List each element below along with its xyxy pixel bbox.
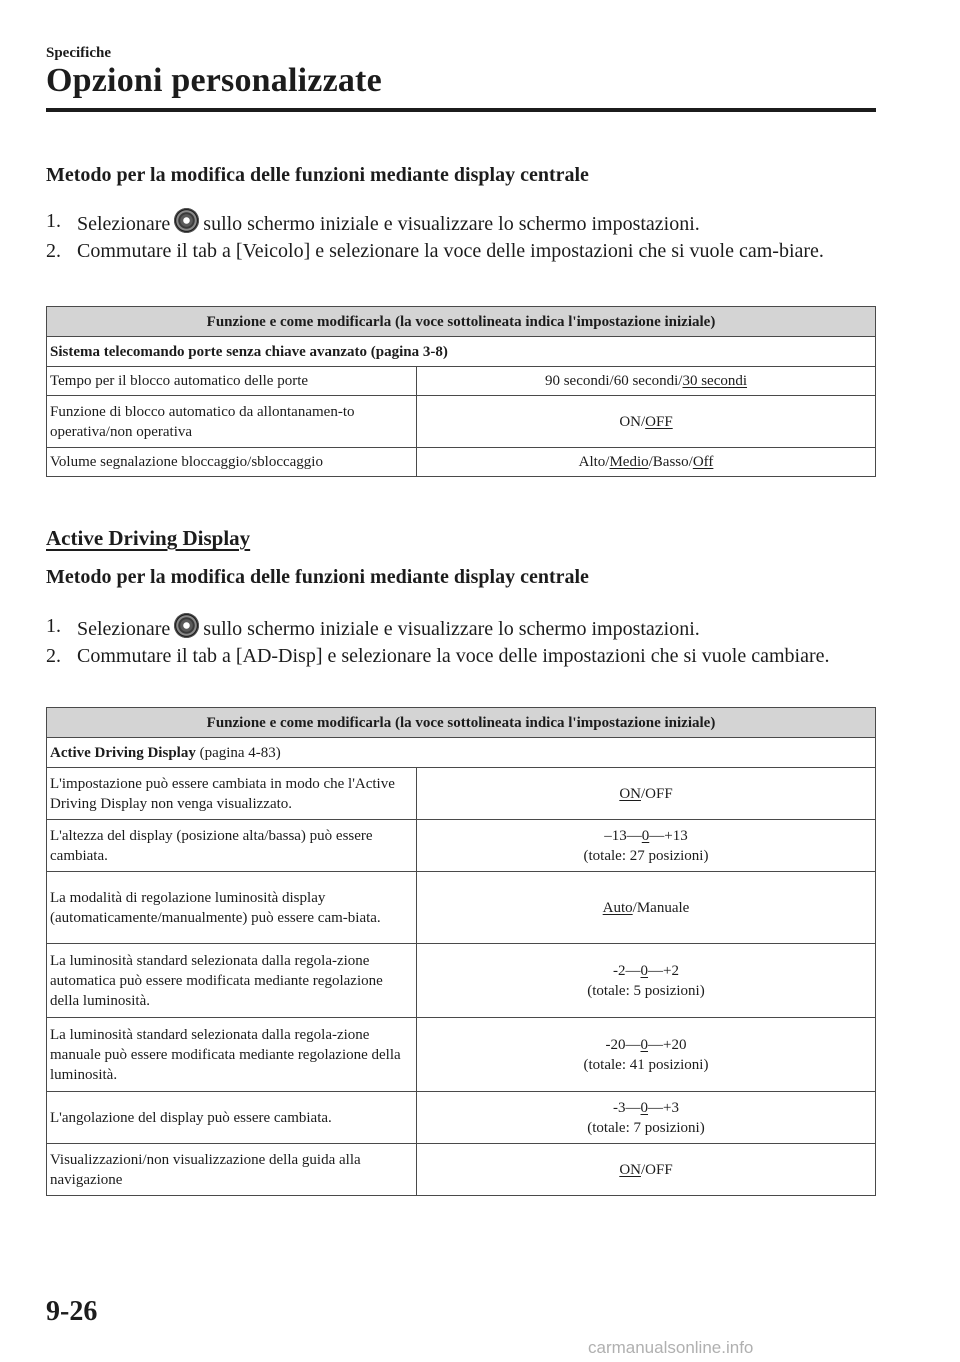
value-cell: 90 secondi/60 secondi/30 secondi bbox=[417, 367, 876, 396]
table-row bbox=[47, 1018, 876, 1092]
default-value: 0 bbox=[640, 962, 649, 979]
step-text: Commutare il tab a [AD-Disp] e selezionare la voce delle impostazioni che si vuole cambiare. bbox=[77, 645, 830, 667]
table-row bbox=[47, 768, 876, 820]
table-row bbox=[47, 820, 876, 872]
step-text: sullo schermo iniziale e visualizzare lo schermo impostazioni. bbox=[203, 618, 700, 640]
default-value: Medio bbox=[609, 454, 649, 470]
adisp-steps bbox=[46, 613, 876, 670]
table-row bbox=[47, 448, 876, 477]
table-group-title: Sistema telecomando porte senza chiave avanzato (pagina 3-8) bbox=[47, 337, 876, 367]
function-cell: La modalità di regolazione luminosità display (automaticamente/manualmente) può essere cam-biata. bbox=[47, 872, 417, 944]
function-cell: Visualizzazioni/non visualizzazione della guida alla navigazione bbox=[47, 1144, 417, 1196]
function-cell: Volume segnalazione bloccaggio/sbloccaggio bbox=[47, 448, 417, 477]
vehicle-method-heading: Metodo per la modifica delle funzioni mediante display centrale bbox=[46, 164, 589, 186]
vehicle-settings-table bbox=[46, 306, 876, 477]
table-header: Funzione e come modificarla (la voce sottolineata indica l'impostazione iniziale) bbox=[47, 307, 876, 337]
positions-total: (totale: 7 posizioni) bbox=[587, 1119, 705, 1136]
positions-total: (totale: 5 posizioni) bbox=[587, 982, 705, 999]
table-row bbox=[47, 367, 876, 396]
default-value: Auto bbox=[602, 899, 633, 916]
table-row bbox=[47, 1092, 876, 1144]
table-header-row bbox=[47, 307, 876, 337]
adisp-method-heading: Metodo per la modifica delle funzioni mediante display centrale bbox=[46, 566, 589, 588]
positions-total: (totale: 41 posizioni) bbox=[583, 1056, 709, 1073]
function-cell: L'angolazione del display può essere cambiata. bbox=[47, 1092, 417, 1144]
step-text: sullo schermo iniziale e visualizzare lo schermo impostazioni. bbox=[203, 213, 700, 235]
value-cell: -3—0—+3 (totale: 7 posizioni) bbox=[417, 1092, 876, 1144]
default-value: 0 bbox=[640, 1099, 649, 1116]
step-number: 1. bbox=[46, 615, 61, 637]
vehicle-steps bbox=[46, 208, 876, 265]
default-value: ON bbox=[619, 1161, 641, 1178]
function-cell: L'altezza del display (posizione alta/bassa) può essere cambiata. bbox=[47, 820, 417, 872]
table-header: Funzione e come modificarla (la voce sottolineata indica l'impostazione iniziale) bbox=[47, 708, 876, 738]
table-group-row bbox=[47, 738, 876, 768]
step-number: 1. bbox=[46, 210, 61, 232]
step-text: Selezionare bbox=[77, 618, 171, 640]
vehicle-step-2 bbox=[46, 238, 876, 265]
settings-gear-icon bbox=[174, 208, 199, 233]
table-group-row bbox=[47, 337, 876, 367]
table-group-title: Active Driving Display (pagina 4-83) bbox=[47, 738, 876, 768]
function-cell: L'impostazione può essere cambiata in modo che l'Active Driving Display non venga visualizzato. bbox=[47, 768, 417, 820]
table-row bbox=[47, 944, 876, 1018]
adisp-step-1 bbox=[46, 613, 876, 643]
value-cell: Alto/Medio/Basso/Off bbox=[417, 448, 876, 477]
table-row bbox=[47, 396, 876, 448]
value-cell: ON/OFF bbox=[417, 396, 876, 448]
table-header-row bbox=[47, 708, 876, 738]
page-number: 9-26 bbox=[46, 1296, 98, 1327]
function-cell: Funzione di blocco automatico da allontanamen-to operativa/non operativa bbox=[47, 396, 417, 448]
function-cell: La luminosità standard selezionata dalla regola-zione automatica può essere modificata mediante regolazione della luminosità. bbox=[47, 944, 417, 1018]
value-cell: –13—0—+13 (totale: 27 posizioni) bbox=[417, 820, 876, 872]
vehicle-step-1 bbox=[46, 208, 876, 238]
value-cell: -2—0—+2 (totale: 5 posizioni) bbox=[417, 944, 876, 1018]
default-value: ON bbox=[619, 785, 641, 802]
value-cell: ON/OFF bbox=[417, 1144, 876, 1196]
default-value: 0 bbox=[641, 827, 650, 844]
adisp-settings-table bbox=[46, 707, 876, 1196]
default-value: Off bbox=[692, 454, 714, 470]
settings-gear-icon bbox=[174, 613, 199, 638]
section-label: Specifiche bbox=[46, 45, 111, 61]
default-value: 0 bbox=[640, 1036, 649, 1053]
step-number: 2. bbox=[46, 645, 61, 667]
title-divider bbox=[46, 108, 876, 112]
positions-total: (totale: 27 posizioni) bbox=[583, 847, 709, 864]
value-cell: -20—0—+20 (totale: 41 posizioni) bbox=[417, 1018, 876, 1092]
function-cell: La luminosità standard selezionata dalla regola-zione manuale può essere modificata mediante regolazione della luminosità. bbox=[47, 1018, 417, 1092]
default-value: OFF bbox=[645, 413, 673, 430]
value-cell: Auto/Manuale bbox=[417, 872, 876, 944]
value-cell: ON/OFF bbox=[417, 768, 876, 820]
function-cell: Tempo per il blocco automatico delle porte bbox=[47, 367, 417, 396]
step-text: Commutare il tab a [Veicolo] e selezionare la voce delle impostazioni che si vuole cam-biare. bbox=[77, 240, 824, 262]
default-value: 30 secondi bbox=[682, 373, 748, 389]
table-row bbox=[47, 872, 876, 944]
step-text: Selezionare bbox=[77, 213, 171, 235]
step-number: 2. bbox=[46, 240, 61, 262]
adisp-section-title: Active Driving Display bbox=[46, 526, 251, 550]
adisp-step-2 bbox=[46, 643, 876, 670]
table-row bbox=[47, 1144, 876, 1196]
page-title: Opzioni personalizzate bbox=[46, 62, 382, 99]
watermark: carmanualsonline.info bbox=[588, 1338, 754, 1357]
